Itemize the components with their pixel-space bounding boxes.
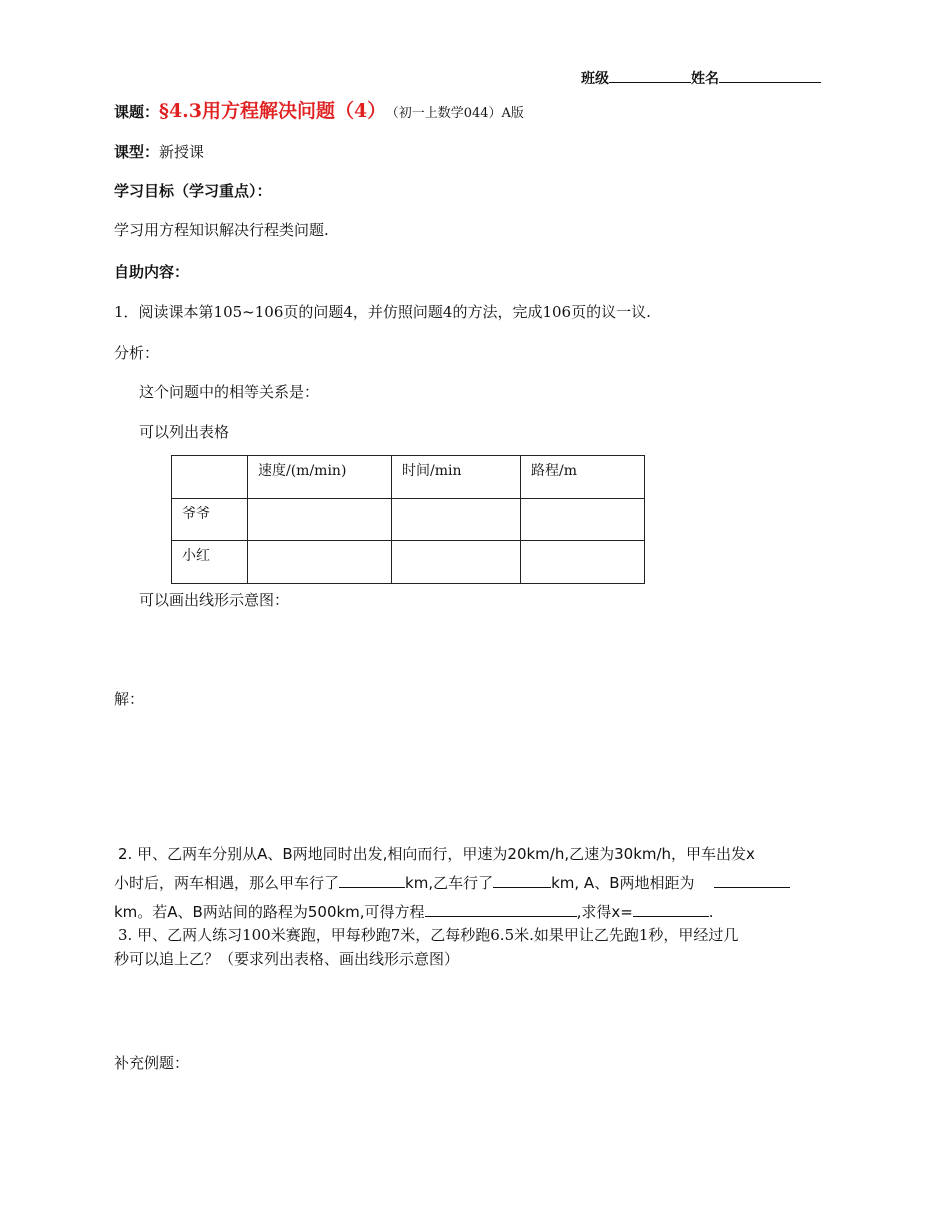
name-blank[interactable] xyxy=(719,68,821,83)
table-header-cell: 速度/(m/min) xyxy=(248,456,392,499)
lesson-type-value: 新授课 xyxy=(159,143,205,161)
q2-blank-a[interactable] xyxy=(339,873,405,888)
q1-analysis: 分析： xyxy=(114,344,160,362)
q2-line2-b: km,乙车行了 xyxy=(405,874,494,892)
title-main: §4.3用方程解决问题（4） xyxy=(159,100,387,122)
lesson-type xyxy=(114,141,204,162)
table-header-cell: 路程/m xyxy=(521,456,645,499)
q2-line3-c: . xyxy=(708,903,714,921)
table-header-row xyxy=(172,456,645,499)
q2-line2 xyxy=(114,872,790,893)
q1-solution-label: 解： xyxy=(114,690,145,708)
class-label: 班级 xyxy=(581,71,609,87)
table-cell[interactable] xyxy=(248,499,392,541)
lesson-type-label: 课型： xyxy=(114,143,160,161)
q1-equal-relation: 这个问题中的相等关系是： xyxy=(139,383,320,401)
table-header-cell xyxy=(172,456,248,499)
class-name-header xyxy=(581,68,821,88)
self-study-label: 自助内容： xyxy=(114,263,190,281)
q2-line2-a: 小时后，两车相遇，那么甲车行了 xyxy=(114,874,340,892)
q2-line1: 2. 甲、乙两车分别从A、B两地同时出发,相向而行，甲速为20km/h,乙速为30km/h，甲车出发x xyxy=(118,845,755,863)
table-cell[interactable] xyxy=(521,541,645,584)
table-row-label: 小红 xyxy=(172,541,248,584)
q1-text: 1．阅读课本第105~106页的问题4，并仿照问题4的方法，完成106页的议一议. xyxy=(114,303,651,321)
q1-table-prompt: 可以列出表格 xyxy=(139,423,230,441)
title-label: 课题： xyxy=(114,103,160,121)
q2-x-blank[interactable] xyxy=(633,902,709,917)
table-header-cell: 时间/min xyxy=(392,456,521,499)
table-cell[interactable] xyxy=(392,499,521,541)
q2-blank-b[interactable] xyxy=(493,873,551,888)
table-row xyxy=(172,541,645,584)
page-title xyxy=(114,96,524,123)
q2-line3-b: ,求得x= xyxy=(576,903,633,921)
q2-line3 xyxy=(114,901,714,922)
q3-line2: 秒可以追上乙？（要求列出表格、画出线形示意图） xyxy=(114,950,460,968)
table-row xyxy=(172,499,645,541)
title-note: （初一上数学044）A版 xyxy=(392,106,524,121)
objective-text: 学习用方程知识解决行程类问题. xyxy=(114,221,329,239)
q3-line1: 3. 甲、乙两人练习100米赛跑，甲每秒跑7米，乙每秒跑6.5米.如果甲让乙先跑1秒，甲经过几 xyxy=(118,926,739,944)
q2-line3-a: km。若A、B两站间的路程为500km,可得方程 xyxy=(114,903,425,921)
q2-equation-blank[interactable] xyxy=(425,902,577,917)
table-cell[interactable] xyxy=(521,499,645,541)
objective-label: 学习目标（学习重点）： xyxy=(114,182,272,200)
q2-blank-c[interactable] xyxy=(714,873,790,888)
table-cell[interactable] xyxy=(392,541,521,584)
class-blank[interactable] xyxy=(609,68,691,83)
speed-time-table xyxy=(171,455,645,584)
q1-diagram-prompt: 可以画出线形示意图： xyxy=(139,591,290,609)
q2-line2-c: km, A、B两地相距为 xyxy=(551,874,695,892)
name-label: 姓名 xyxy=(691,71,719,87)
supplement-label: 补充例题： xyxy=(114,1054,190,1072)
table-cell[interactable] xyxy=(248,541,392,584)
table-row-label: 爷爷 xyxy=(172,499,248,541)
